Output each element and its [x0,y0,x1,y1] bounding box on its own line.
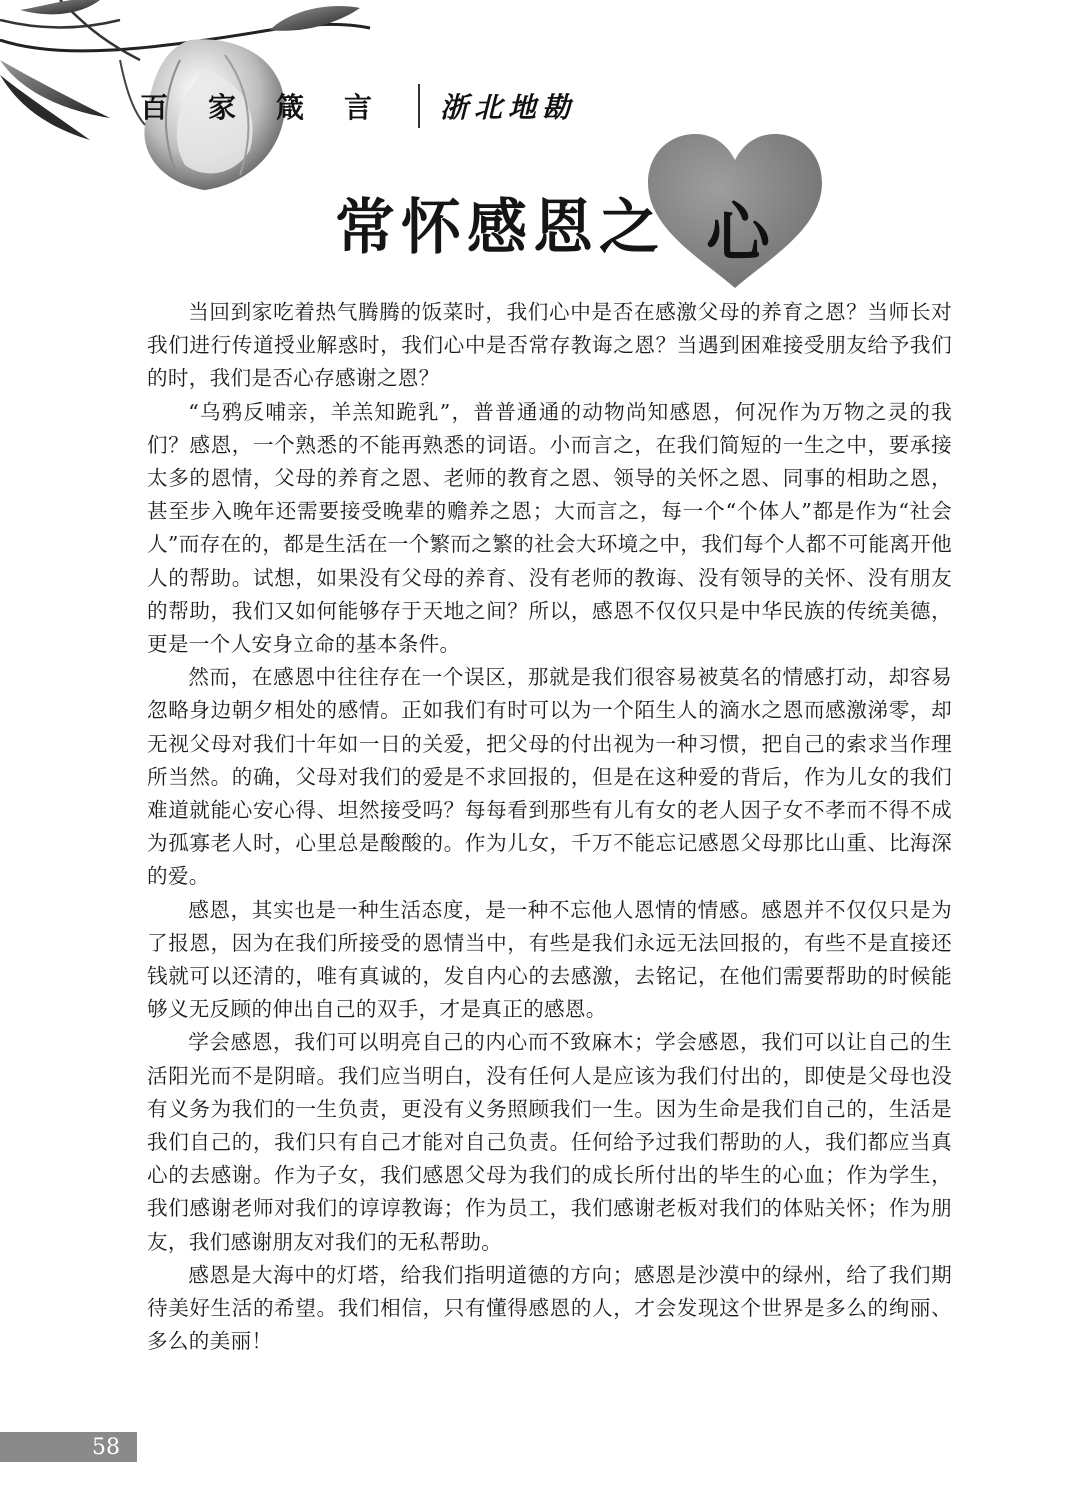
paragraph: “乌鸦反哺亲，羊羔知跪乳”，普普通通的动物尚知感恩，何况作为万物之灵的我们？感恩，一个熟悉的不能再熟悉的词语。小而言之，在我们简短的一生之中，要承接太多的恩情，父母的养育之恩、老师的教育之恩、领导的关怀之恩、同事的相助之恩，甚至步入晚年还需要接受晚辈的赡养之恩；大而言之，每一个“个体人”都是作为“社会人”而存在的，都是生活在一个繁而之繁的社会大环境之中，我们每个人都不可能离开他人的帮助。试想，如果没有父母的养育、没有老师的教诲、没有领导的关怀、没有朋友的帮助，我们又如何能够存于天地之间？所以，感恩不仅仅只是中华民族的传统美德，更是一个人安身立命的基本条件。 [147,399,952,657]
column-header [140,80,576,132]
heart-title-char: 心 [706,197,770,271]
page-number: 58 [92,1435,120,1460]
header-divider [418,84,420,128]
paragraph: 当回到家吃着热气腾腾的饭菜时，我们心中是否在感激父母的养育之恩？当师长对我们进行传道授业解惑时，我们心中是否常存教诲之恩？当遇到困难接受朋友给予我们的时，我们是否心存感谢之恩？ [147,300,952,391]
paragraph: 感恩是大海中的灯塔，给我们指明道德的方向；感恩是沙漠中的绿州，给了我们期待美好生活的希望。我们相信，只有懂得感恩的人，才会发现这个世界是多么的绚丽、多么的美丽！ [147,1262,952,1354]
article-title: 常怀感恩之 [335,193,665,263]
article-body [147,296,952,1359]
paragraph: 然而，在感恩中往往存在一个误区，那就是我们很容易被莫名的情感打动，却容易忽略身边朝夕相处的感情。正如我们有时可以为一个陌生人的滴水之恩而感激涕零，却无视父母对我们十年如一日的关爱，把父母的付出视为一种习惯，把自己的索求当作理所当然。的确，父母对我们的爱是不求回报的，但是在这种爱的背后，作为儿女的我们难道就能心安心得、坦然接受吗？每每看到那些有儿有女的老人因子女不孝而不得不成为孤寡老人时，心里总是酸酸的。作为儿女，千万不能忘记感恩父母那比山重、比海深的爱。 [147,665,952,889]
column-name: 百家箴言 [140,91,413,124]
column-subtitle: 浙北地勘 [440,91,577,124]
paragraph: 学会感恩，我们可以明亮自己的内心而不致麻木；学会感恩，我们可以让自己的生活阳光而不是阴暗。我们应当明白，没有任何人是应该为我们付出的，即使是父母也没有义务为我们的一生负责，更没有义务照顾我们一生。因为生命是我们自己的，生活是我们自己的，我们只有自己才能对自己负责。任何给予过我们帮助的人，我们都应当真心的去感谢。作为子女，我们感恩父母为我们的成长所付出的毕生的心血；作为学生，我们感谢老师对我们的谆谆教诲；作为员工，我们感谢老板对我们的体贴关怀；作为朋友，我们感谢朋友对我们的无私帮助。 [147,1030,952,1254]
paragraph: 感恩，其实也是一种生活态度，是一种不忘他人恩情的情感。感恩并不仅仅只是为了报恩，因为在我们所接受的恩情当中，有些是我们永远无法回报的，有些不是直接还钱就可以还清的，唯有真诚的，发自内心的去感激，去铭记，在他们需要帮助的时候能够义无反顾的伸出自己的双手，才是真正的感恩。 [147,897,952,1022]
